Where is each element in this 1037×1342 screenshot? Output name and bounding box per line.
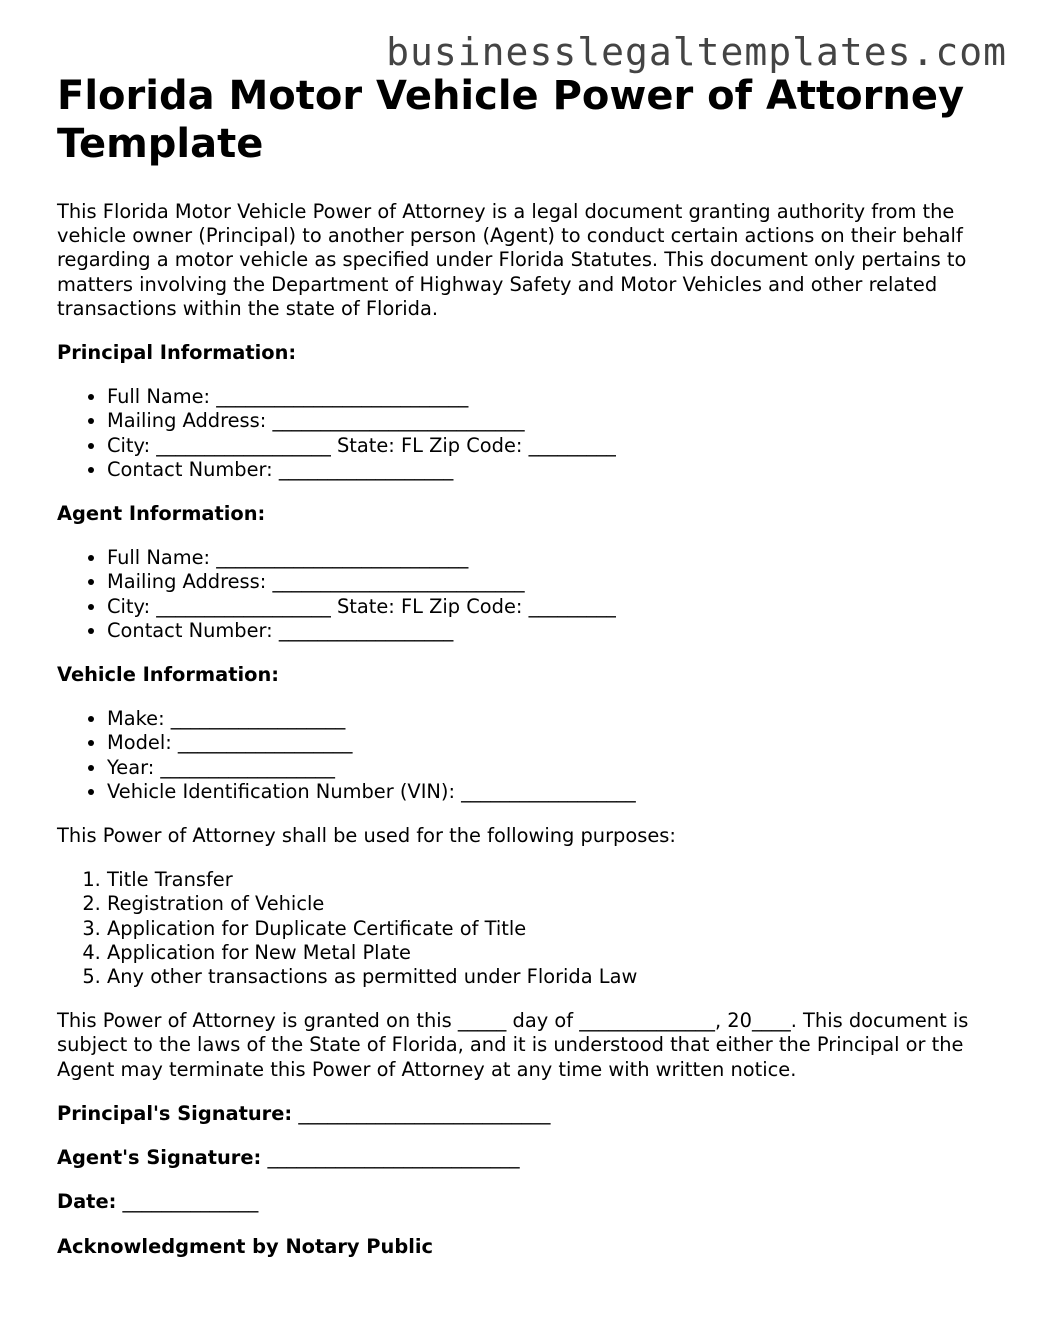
vehicle-heading: Vehicle Information: [57,663,280,687]
list-item: • Full Name: __________________________ [107,546,987,570]
agent-signature-label: Agent's Signature: [57,1146,262,1170]
list-item: • Contact Number: __________________ [107,619,987,643]
agent-signature-blank: __________________________ [267,1146,520,1170]
vehicle-info-list [57,707,987,804]
date-label: Date: [57,1190,117,1214]
date-blank: ______________ [122,1190,259,1214]
document-body [57,72,987,1259]
purposes-intro: This Power of Attorney shall be used for the following purposes: [57,824,676,848]
notary-heading: Acknowledgment by Notary Public [57,1234,433,1258]
list-item: • Contact Number: __________________ [107,458,987,482]
site-watermark: businesslegaltemplates.com [386,30,1007,74]
principal-signature-blank: __________________________ [298,1101,551,1125]
list-item: • Mailing Address: __________________________ [107,409,987,433]
list-item: 3. Application for Duplicate Certificate of Title [107,917,987,941]
list-item: • Vehicle Identification Number (VIN): __________________ [107,780,987,804]
intro-paragraph: This Florida Motor Vehicle Power of Attorney is a legal document granting authority from the vehicle owner (Principal) to another person (Agent) to conduct certain actions on their behalf regarding a motor vehicle as specified under Florida Statutes. This document only pertains to matters involving the Department of Highway Safety and Motor Vehicles and other related transactions within the state of Florida. [57,200,967,320]
list-item: 5. Any other transactions as permitted under Florida Law [107,965,987,989]
principal-heading: Principal Information: [57,341,297,365]
principal-signature-label: Principal's Signature: [57,1101,293,1125]
list-item: 1. Title Transfer [107,868,987,892]
agent-heading: Agent Information: [57,502,266,526]
grant-paragraph: This Power of Attorney is granted on this _____ day of ______________, 20____. This document is subject to the laws of the State of Florida, and it is understood that either the Principal or the Agent may terminate this Power of Attorney at any time with written notice. [57,1009,969,1081]
list-item: 4. Application for New Metal Plate [107,941,987,965]
list-item: • Make: __________________ [107,707,987,731]
date-line [57,1190,987,1214]
purposes-list [57,868,987,989]
list-item: • Full Name: __________________________ [107,385,987,409]
list-item: • City: __________________ State: FL Zip Code: _________ [107,434,987,458]
principal-info-list [57,385,987,482]
agent-signature-line [57,1146,987,1170]
list-item: • Model: __________________ [107,731,987,755]
principal-signature-line [57,1102,987,1126]
list-item: • Year: __________________ [107,756,987,780]
agent-info-list [57,546,987,643]
list-item: • City: __________________ State: FL Zip Code: _________ [107,595,987,619]
list-item: • Mailing Address: __________________________ [107,570,987,594]
list-item: 2. Registration of Vehicle [107,892,987,916]
document-title: Florida Motor Vehicle Power of Attorney Template [57,73,965,167]
